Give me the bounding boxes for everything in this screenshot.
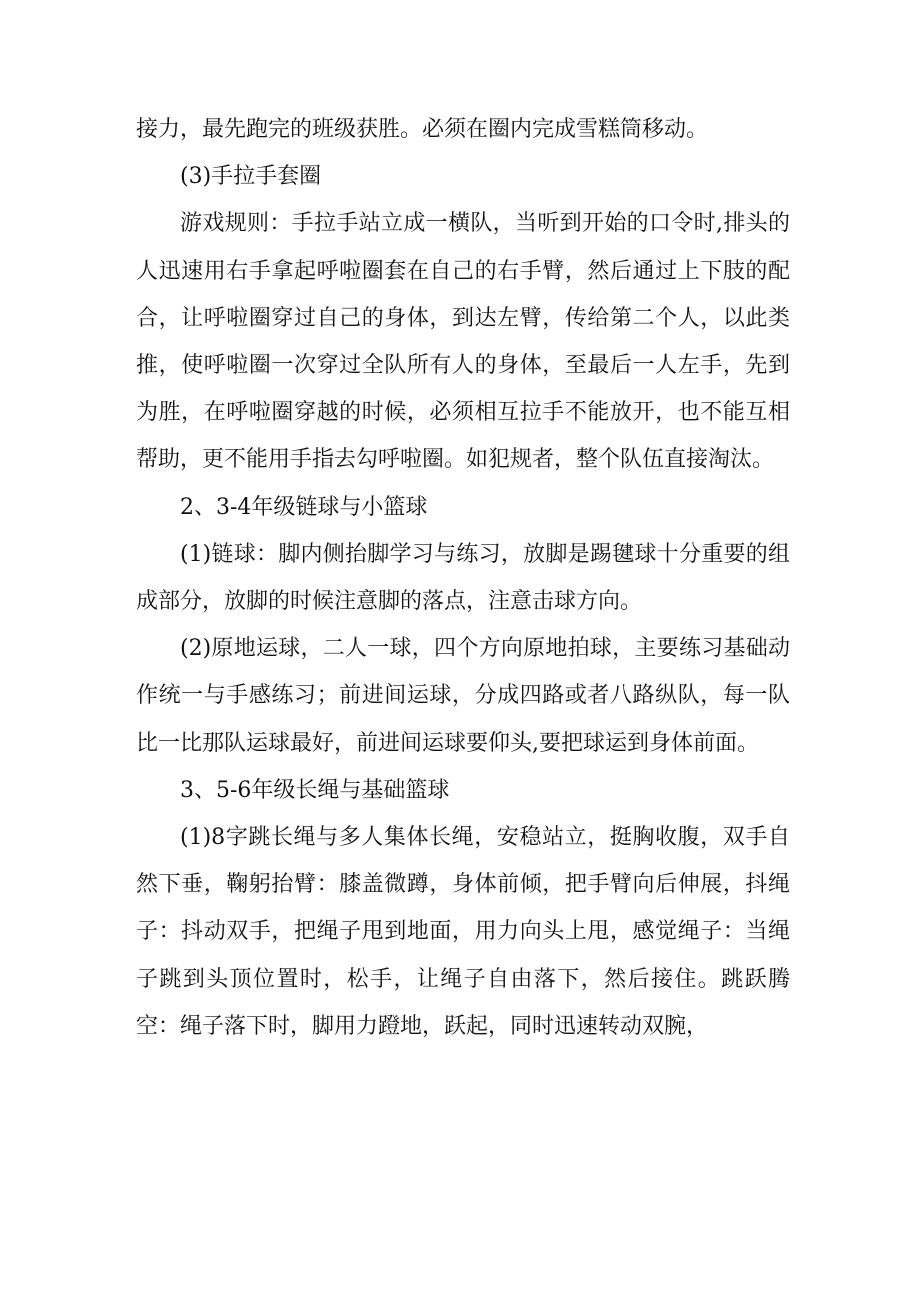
paragraph-game-rules: 游戏规则：手拉手站立成一横队，当听到开始的口令时,排头的人迅速用右手拿起呼啦圈套在自己的右手臂，然后通过上下肢的配合，让呼啦圈穿过自己的身体，到达左臂，传给第二个人，以此类推，使呼啦圈一次穿过全队所有人的身体，至最后一人左手，先到为胜，在呼啦圈穿越的时候，必须相互拉手不能放开，也不能互相帮助，更不能用手指去勾呼啦圈。如犯规者，整个队伍直接淘汰。 <box>136 211 790 473</box>
heading-hand-in-hand-hoop: (3)手拉手套圈 <box>180 164 322 190</box>
heading-grade-3-4: 2、3-4年级链球与小篮球 <box>180 494 428 520</box>
paragraph-dribbling: (2)原地运球，二人一球，四个方向原地拍球，主要练习基础动作统一与手感练习；前进间运球，分成四路或者八路纵队，每一队比一比那队运球最好，前进间运球要仰头,要把球运到身体前面。 <box>136 636 790 756</box>
document-body <box>136 106 790 1050</box>
heading-grade-5-6: 3、5-6年级长绳与基础篮球 <box>180 777 450 803</box>
paragraph-shuttlecock: (1)链球：脚内侧抬脚学习与练习，放脚是踢毽球十分重要的组成部分，放脚的时候注意脚的落点，注意击球方向。 <box>136 541 790 615</box>
paragraph-long-rope: (1)8字跳长绳与多人集体长绳，安稳站立，挺胸收腹，双手自然下垂，鞠躬抬臂：膝盖微蹲，身体前倾，把手臂向后伸展，抖绳子：抖动双手，把绳子甩到地面，用力向头上甩，感觉绳子：当绳子跳到头顶位置时，松手，让绳子自由落下，然后接住。跳跃腾空：绳子落下时，脚用力蹬地，跃起，同时迅速转动双腕， <box>136 825 790 1039</box>
paragraph-relay-ending: 接力，最先跑完的班级获胜。必须在圈内完成雪糕筒移动。 <box>136 117 709 142</box>
